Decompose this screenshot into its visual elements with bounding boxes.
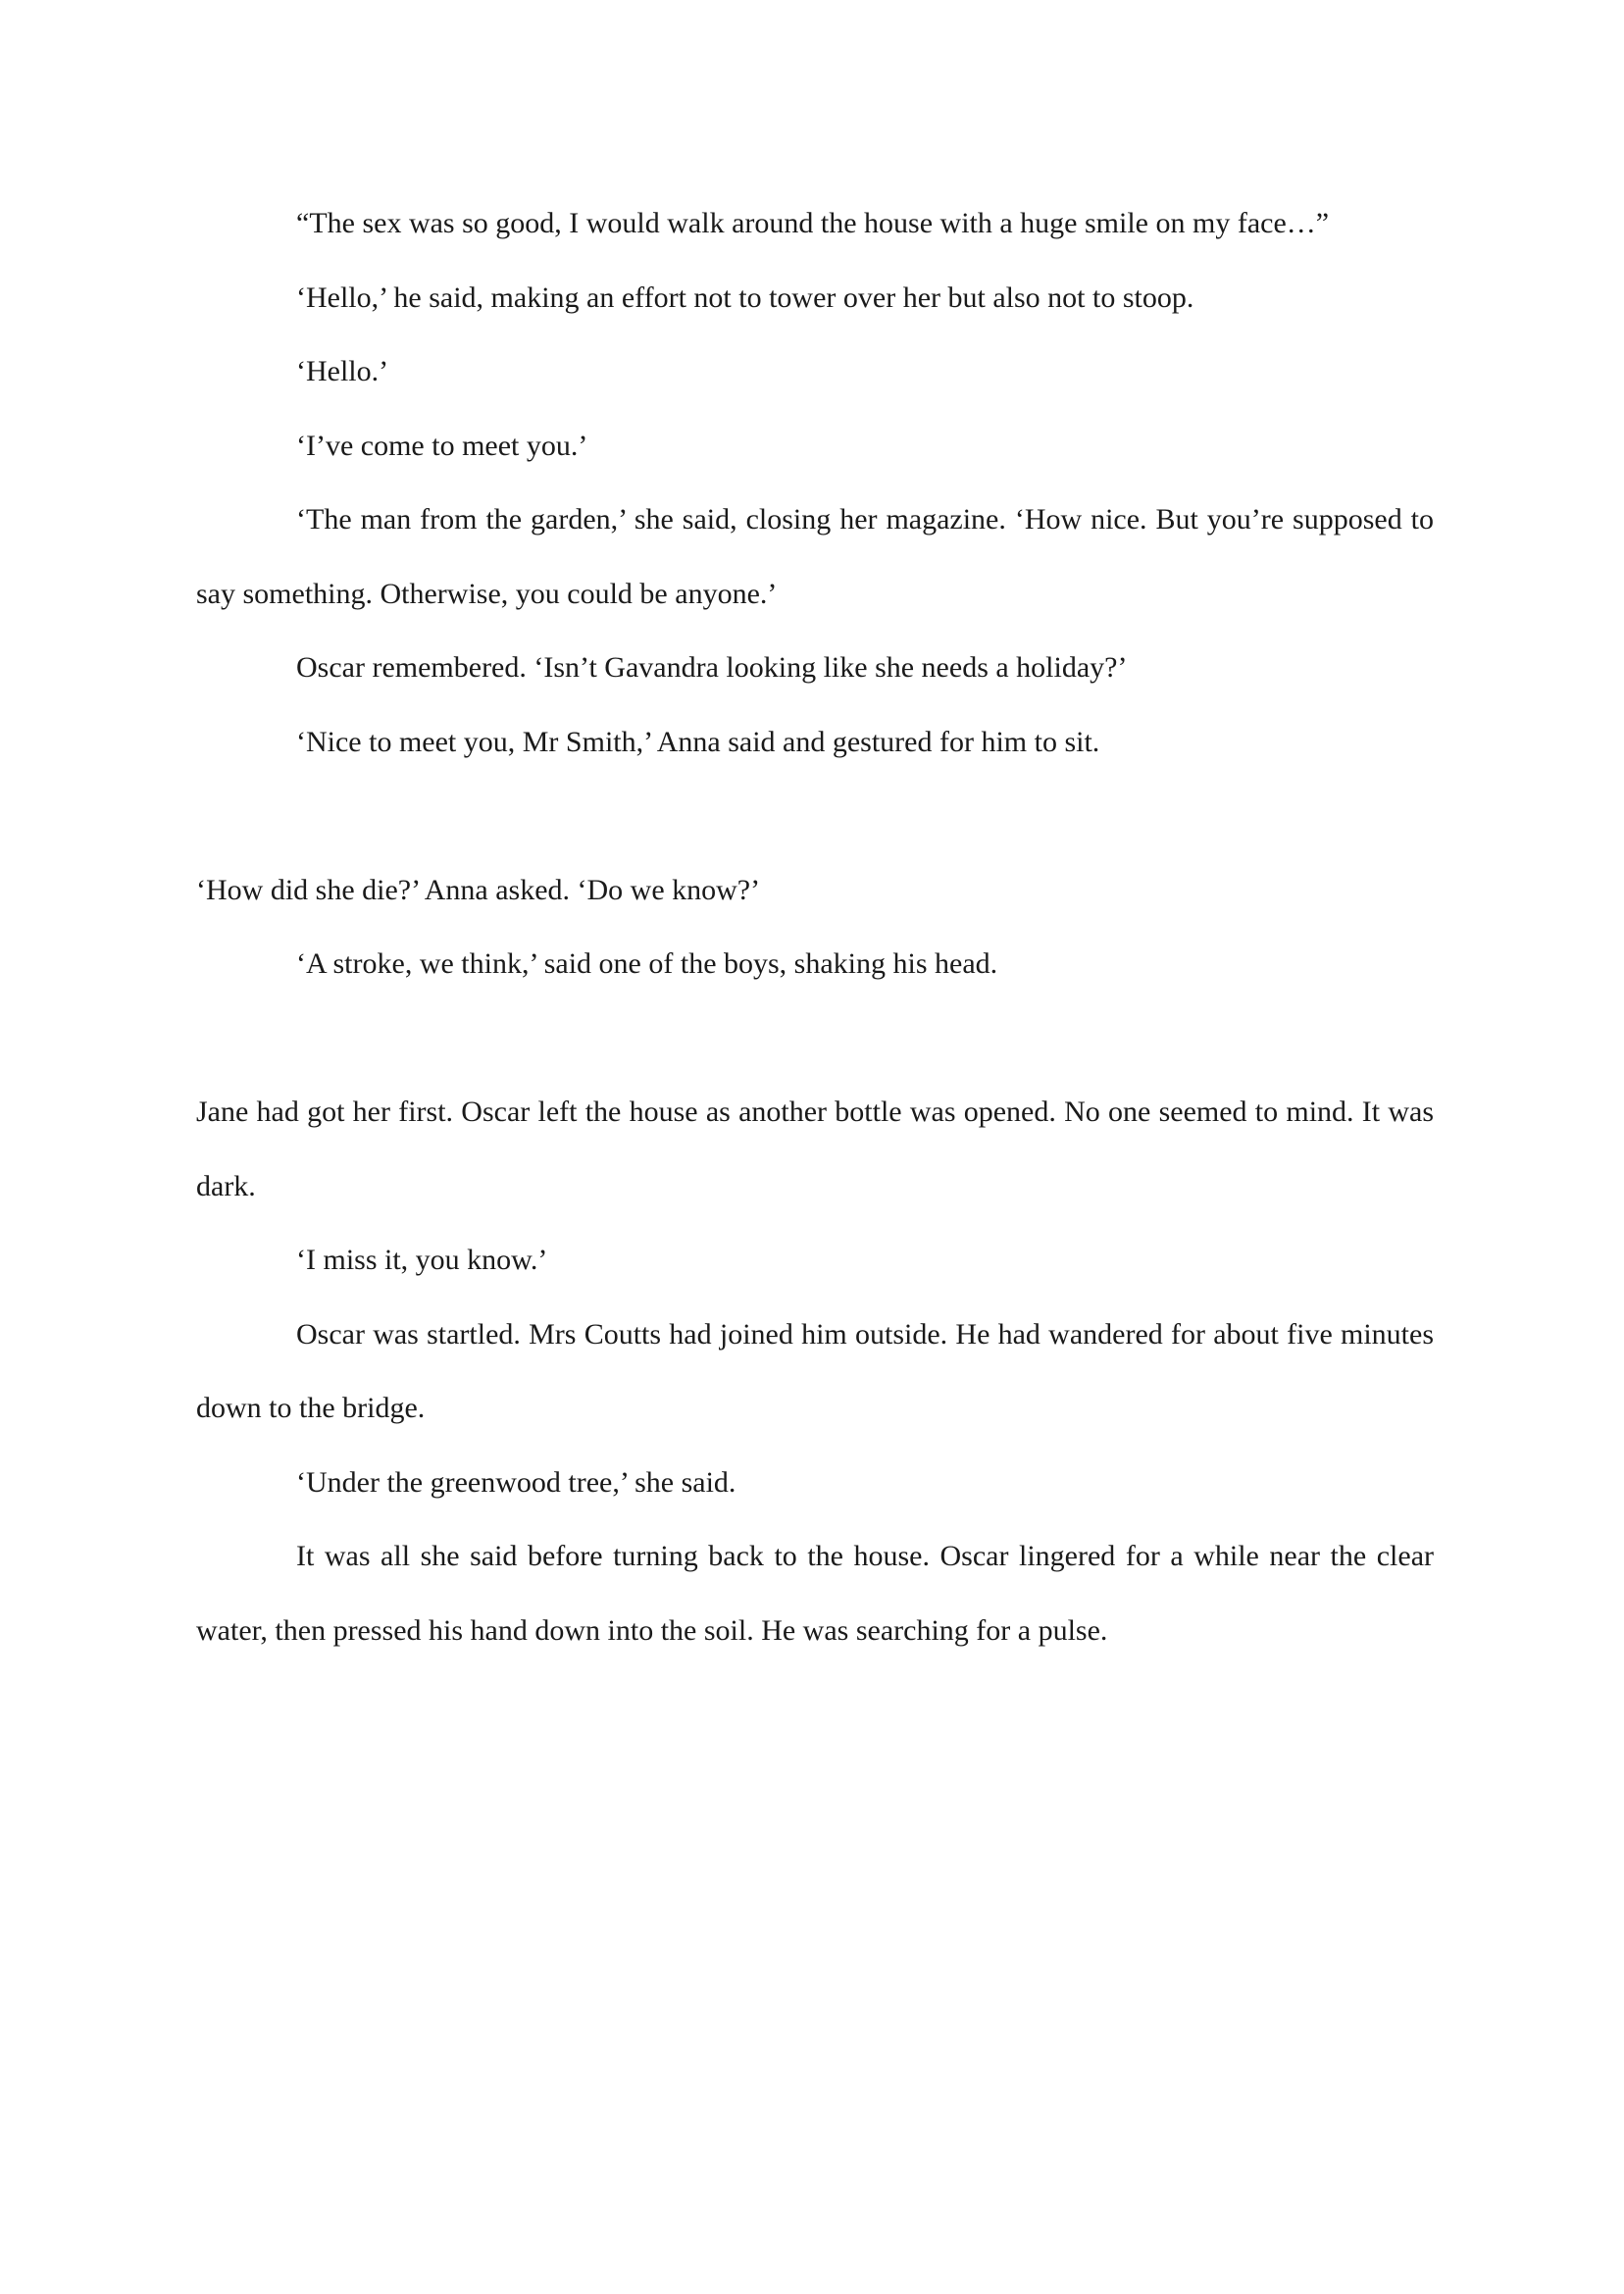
paragraph-8: ‘How did she die?’ Anna asked. ‘Do we know?’ <box>196 873 761 906</box>
paragraph-13: ‘Under the greenwood tree,’ she said. <box>296 1465 736 1499</box>
paragraph-14: It was all she said before turning back to the house. Oscar lingered for a while near the clear water, then pressed his hand down into the soil. He was searching for a pulse. <box>196 1540 1434 1647</box>
paragraph-2: ‘Hello,’ he said, making an effort not to tower over her but also not to stoop. <box>296 280 1194 314</box>
paragraph-11: ‘I miss it, you know.’ <box>296 1244 548 1276</box>
paragraph-6: Oscar remembered. ‘Isn’t Gavandra looking like she needs a holiday?’ <box>296 651 1128 684</box>
section-break <box>196 1001 1434 1076</box>
document-page <box>196 186 1434 1667</box>
paragraph-12: Oscar was startled. Mrs Coutts had joined him outside. He had wandered for about five minutes down to the bridge. <box>196 1317 1434 1424</box>
paragraph-9: ‘A stroke, we think,’ said one of the boys, shaking his head. <box>296 947 998 980</box>
paragraph-4: ‘I’ve come to meet you.’ <box>296 429 588 462</box>
section-break <box>196 779 1434 853</box>
paragraph-3: ‘Hello.’ <box>296 355 389 387</box>
paragraph-1: “The sex was so good, I would walk around the house with a huge smile on my face…” <box>296 207 1330 239</box>
paragraph-5: ‘The man from the garden,’ she said, closing her magazine. ‘How nice. But you’re supposed to say something. Otherwise, you could be anyone.’ <box>196 503 1434 610</box>
paragraph-7: ‘Nice to meet you, Mr Smith,’ Anna said and gestured for him to sit. <box>296 725 1100 758</box>
paragraph-10: Jane had got her first. Oscar left the house as another bottle was opened. No one seemed to mind. It was dark. <box>196 1096 1434 1202</box>
